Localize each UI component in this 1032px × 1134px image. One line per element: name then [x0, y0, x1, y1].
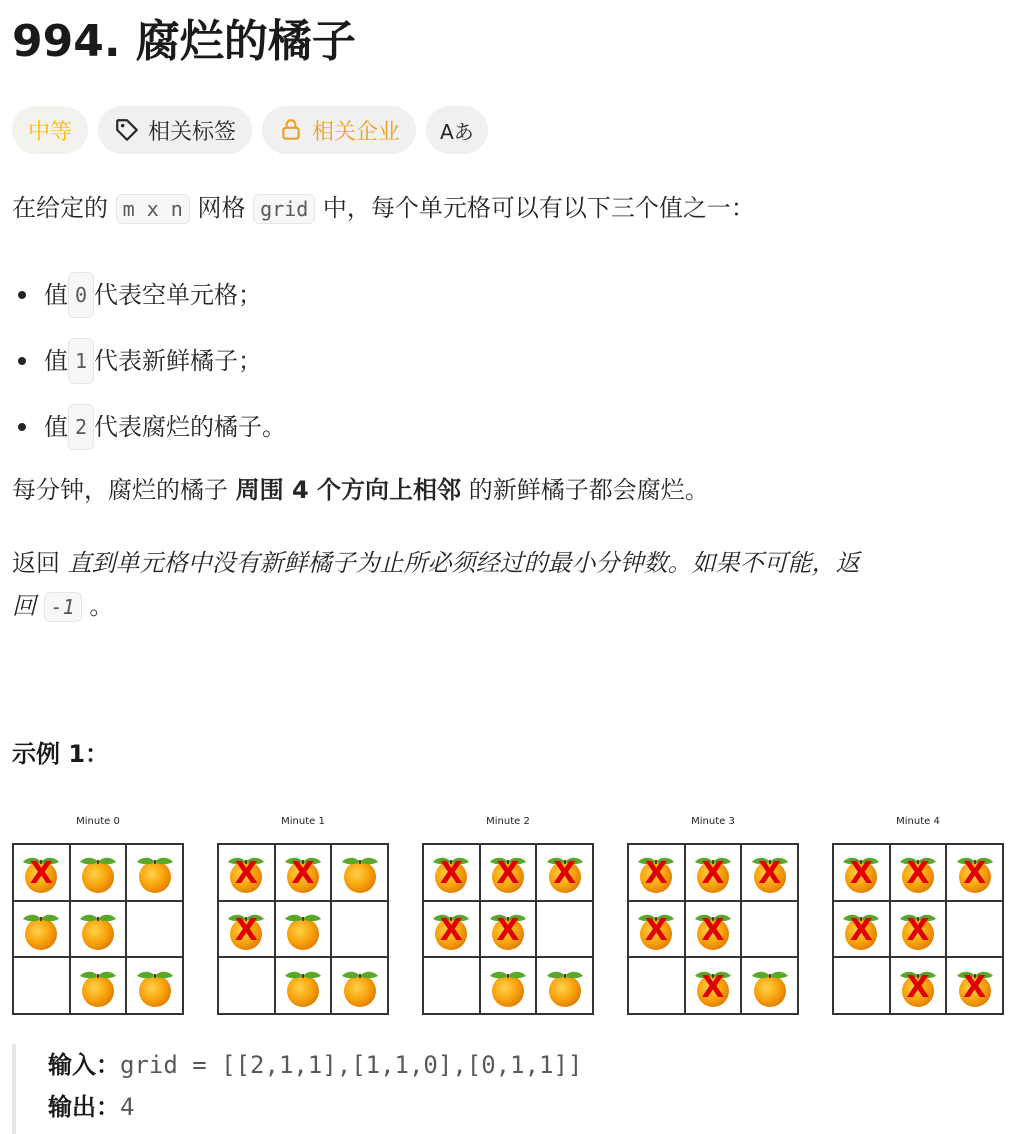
return-paragraph-line1: 返回 直到单元格中没有新鲜橘子为止所必须经过的最小分钟数。如果不可能，返 — [12, 549, 860, 577]
example-output-row: 输出：4 — [48, 1093, 135, 1121]
rotten-orange-cell — [13, 844, 70, 901]
rotten-orange-cell — [480, 901, 537, 958]
empty-cell — [628, 957, 685, 1014]
fresh-orange-cell — [13, 901, 70, 958]
orange-icon — [77, 853, 119, 895]
orange-icon — [635, 853, 677, 895]
grid-caption: Minute 2 — [486, 816, 530, 827]
orange-icon — [487, 853, 529, 895]
rotten-x-icon: X — [906, 856, 930, 892]
orange-icon — [339, 853, 381, 895]
rotten-x-icon: X — [963, 856, 987, 892]
grid-board — [832, 843, 1004, 1015]
rotten-orange-cell — [628, 901, 685, 958]
translate-button[interactable] — [426, 106, 488, 154]
orange-icon — [430, 910, 472, 952]
orange-icon — [544, 967, 586, 1009]
example-block — [12, 1044, 582, 1134]
orange-icon — [840, 853, 882, 895]
fresh-orange-cell — [126, 844, 183, 901]
grid-caption: Minute 0 — [76, 816, 120, 827]
orange-icon — [77, 910, 119, 952]
rotten-orange-cell — [218, 844, 275, 901]
orange-icon — [77, 967, 119, 1009]
rotten-orange-cell — [890, 901, 947, 958]
fresh-orange-cell — [70, 957, 127, 1014]
bullet-icon — [18, 357, 26, 365]
rotten-orange-cell — [685, 844, 742, 901]
rotten-x-icon: X — [701, 969, 725, 1005]
rotten-x-icon: X — [644, 856, 668, 892]
rotten-x-icon: X — [439, 912, 463, 948]
rotten-x-icon: X — [439, 856, 463, 892]
list-item: 值 0 代表空单元格； — [12, 262, 286, 328]
rotten-orange-cell — [946, 844, 1003, 901]
rotten-x-icon: X — [701, 912, 725, 948]
tag-icon — [114, 117, 140, 143]
rotten-orange-cell — [218, 901, 275, 958]
orange-icon — [20, 910, 62, 952]
rotten-x-icon: X — [758, 856, 782, 892]
fresh-orange-cell — [741, 957, 798, 1014]
empty-cell — [946, 901, 1003, 958]
rotten-orange-cell — [423, 901, 480, 958]
rotten-orange-cell — [480, 844, 537, 901]
orange-icon — [487, 967, 529, 1009]
rotten-x-icon: X — [849, 856, 873, 892]
fresh-orange-cell — [126, 957, 183, 1014]
grid-caption: Minute 3 — [691, 816, 735, 827]
empty-cell — [218, 957, 275, 1014]
orange-icon — [282, 853, 324, 895]
grid-panel — [12, 812, 184, 892]
fresh-orange-cell — [70, 901, 127, 958]
orange-icon — [692, 967, 734, 1009]
rotten-orange-cell — [275, 844, 332, 901]
orange-icon — [692, 853, 734, 895]
orange-icon — [954, 967, 996, 1009]
related-tags-label: 相关标签 — [148, 119, 237, 145]
empty-cell — [536, 901, 593, 958]
orange-icon — [897, 853, 939, 895]
orange-icon — [225, 910, 267, 952]
empty-cell — [126, 901, 183, 958]
rotten-orange-cell — [685, 957, 742, 1014]
rule-paragraph: 每分钟，腐烂的橘子 周围 4 个方向上相邻 的新鲜橘子都会腐烂。 — [12, 476, 709, 504]
orange-icon — [954, 853, 996, 895]
rotten-orange-cell — [890, 844, 947, 901]
orange-icon — [339, 967, 381, 1009]
rotten-x-icon: X — [496, 912, 520, 948]
rotten-orange-cell — [890, 957, 947, 1014]
code-mxn: m x n — [116, 194, 190, 224]
grid-panel — [832, 812, 1004, 1005]
grid-board — [12, 843, 184, 1015]
orange-icon — [282, 967, 324, 1009]
bullet-icon — [18, 423, 26, 431]
empty-cell — [13, 957, 70, 1014]
orange-icon — [134, 967, 176, 1009]
rotten-x-icon: X — [291, 856, 315, 892]
related-companies-button[interactable] — [262, 106, 416, 154]
orange-icon — [134, 853, 176, 895]
fresh-orange-cell — [331, 844, 388, 901]
orange-icon — [225, 853, 267, 895]
rotten-x-icon: X — [963, 969, 987, 1005]
fresh-orange-cell — [331, 957, 388, 1014]
rotten-x-icon: X — [29, 856, 53, 892]
grid-panel — [627, 812, 799, 1005]
orange-icon — [897, 967, 939, 1009]
rotten-x-icon: X — [496, 856, 520, 892]
rotten-orange-cell — [833, 901, 890, 958]
return-paragraph-line2: 回 -1 。 — [12, 592, 114, 620]
example-heading: 示例 1： — [12, 740, 110, 768]
rotten-orange-cell — [423, 844, 480, 901]
problem-title: 994. 腐烂的橘子 — [12, 16, 356, 67]
list-item: 值 2 代表腐烂的橘子。 — [12, 394, 286, 460]
orange-icon — [282, 910, 324, 952]
rotten-x-icon: X — [906, 969, 930, 1005]
fresh-orange-cell — [275, 957, 332, 1014]
orange-icon — [20, 853, 62, 895]
code-minus-one: -1 — [44, 592, 82, 622]
empty-cell — [331, 901, 388, 958]
lock-icon — [278, 117, 304, 143]
orange-icon — [749, 967, 791, 1009]
rotten-x-icon: X — [906, 912, 930, 948]
difficulty-badge[interactable] — [12, 106, 88, 154]
rotten-orange-cell — [741, 844, 798, 901]
orange-icon — [749, 853, 791, 895]
orange-icon — [487, 910, 529, 952]
rotten-x-icon: X — [701, 856, 725, 892]
fresh-orange-cell — [536, 957, 593, 1014]
translate-icon: Aあ — [440, 119, 474, 144]
example-figure — [12, 812, 1004, 1017]
grid-board — [422, 843, 594, 1015]
value-list — [12, 262, 286, 460]
grid-caption: Minute 4 — [896, 816, 940, 827]
code-grid: grid — [253, 194, 315, 224]
bullet-icon — [18, 291, 26, 299]
grid-panel — [217, 812, 389, 948]
example-input-row: 输入：grid = [[2,1,1],[1,1,0],[0,1,1]] — [48, 1051, 583, 1079]
difficulty-label: 中等 — [28, 119, 73, 145]
fresh-orange-cell — [275, 901, 332, 958]
orange-icon — [692, 910, 734, 952]
tag-bar — [12, 106, 488, 154]
fresh-orange-cell — [480, 957, 537, 1014]
rotten-orange-cell — [833, 844, 890, 901]
rotten-orange-cell — [628, 844, 685, 901]
grid-board — [627, 843, 799, 1015]
grid-caption: Minute 1 — [281, 816, 325, 827]
fresh-orange-cell — [70, 844, 127, 901]
rotten-orange-cell — [946, 957, 1003, 1014]
grid-board — [217, 843, 389, 1015]
list-item: 值 1 代表新鲜橘子； — [12, 328, 286, 394]
empty-cell — [833, 957, 890, 1014]
related-companies-label: 相关企业 — [312, 119, 401, 145]
rotten-x-icon: X — [553, 856, 577, 892]
rotten-x-icon: X — [234, 856, 258, 892]
intro-paragraph: 在给定的 m x n 网格 grid 中，每个单元格可以有以下三个值之一： — [12, 194, 755, 222]
rotten-x-icon: X — [849, 912, 873, 948]
orange-icon — [897, 910, 939, 952]
rotten-x-icon: X — [644, 912, 668, 948]
orange-icon — [544, 853, 586, 895]
rotten-x-icon: X — [234, 912, 258, 948]
rotten-orange-cell — [685, 901, 742, 958]
orange-icon — [635, 910, 677, 952]
grid-panel — [422, 812, 594, 948]
orange-icon — [430, 853, 472, 895]
empty-cell — [741, 901, 798, 958]
orange-icon — [840, 910, 882, 952]
related-tags-button[interactable] — [98, 106, 252, 154]
empty-cell — [423, 957, 480, 1014]
rotten-orange-cell — [536, 844, 593, 901]
